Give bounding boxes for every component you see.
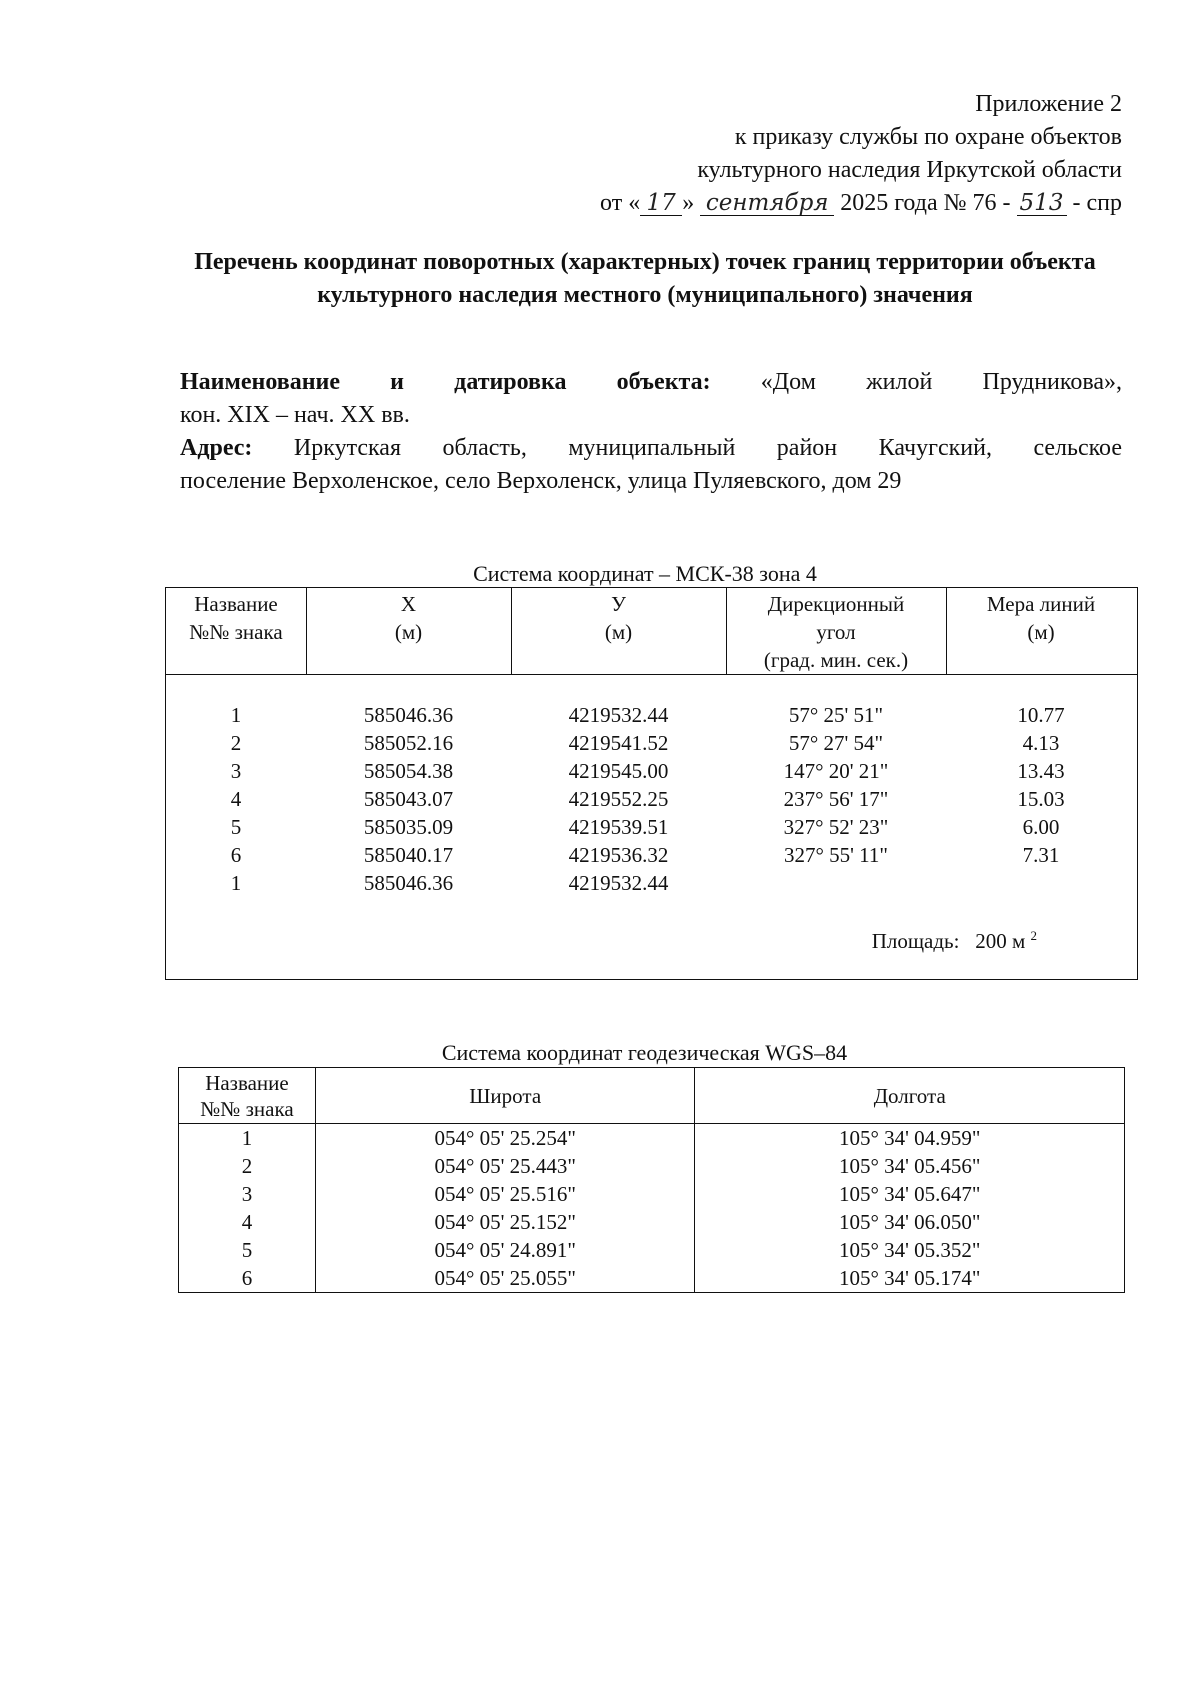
header-text: Название — [205, 1070, 289, 1095]
handwritten-order-number: 513 — [1017, 191, 1067, 216]
point-number: 2 — [230, 731, 242, 755]
x-value: 585043.07 — [363, 787, 454, 811]
y-value: 4219545.00 — [568, 759, 669, 783]
appendix-header — [600, 88, 1122, 220]
date-quote-close: » — [682, 190, 695, 216]
header-latitude: Широта — [315, 1068, 695, 1124]
wgs-coordinates-table — [178, 1067, 1125, 1293]
angle-value: 57° 25' 51" — [788, 703, 884, 727]
header-text: Х — [400, 592, 417, 616]
msk-table-body — [166, 701, 1137, 897]
table-row — [166, 729, 1137, 757]
handwritten-month: сентября — [700, 191, 834, 216]
longitude-value: 105° 34' 06.050" — [695, 1208, 1125, 1236]
x-value: 585052.16 — [363, 731, 454, 755]
msk-caption: Система координат – МСК-38 зона 4 — [473, 561, 817, 586]
table-row — [179, 1124, 1125, 1153]
address-value: Иркутская область, муниципальный район Качугский, сельское — [293, 435, 1122, 461]
order-year: 2025 года № 76 - — [840, 190, 1011, 216]
angle-value: 327° 52' 23" — [783, 815, 889, 839]
point-number: 1 — [230, 703, 242, 727]
table-row — [179, 1208, 1125, 1236]
appendix-line-3: культурного наследия Иркутской области — [697, 157, 1122, 183]
msk-coordinates-table — [165, 587, 1138, 980]
y-value: 4219552.25 — [568, 787, 669, 811]
handwritten-day: 17 — [640, 191, 682, 216]
date-prefix: от « — [600, 190, 641, 216]
address-label: Адрес: — [180, 435, 253, 461]
appendix-line-2: к приказу службы по охране объектов — [734, 124, 1122, 150]
point-number: 3 — [230, 759, 242, 783]
header-point-name — [179, 1068, 316, 1124]
x-value: 585046.36 — [363, 871, 454, 895]
angle-value: 237° 56' 17" — [783, 787, 889, 811]
table-row — [179, 1264, 1125, 1293]
appendix-line-1: Приложение 2 — [975, 91, 1122, 117]
header-angle — [726, 588, 946, 674]
table-row — [166, 869, 1137, 897]
x-value: 585054.38 — [363, 759, 454, 783]
order-date-line — [600, 187, 1122, 220]
point-number: 1 — [230, 871, 242, 895]
length-value: 4.13 — [1022, 731, 1060, 755]
header-longitude: Долгота — [695, 1068, 1125, 1124]
point-number: 6 — [179, 1264, 316, 1293]
area-value: 200 м — [975, 929, 1026, 953]
table-row — [179, 1152, 1125, 1180]
point-number: 6 — [230, 843, 242, 867]
latitude-value: 054° 05' 25.443" — [315, 1152, 695, 1180]
x-value: 585040.17 — [363, 843, 454, 867]
header-text: (м) — [1027, 620, 1055, 644]
point-number: 3 — [179, 1180, 316, 1208]
object-name-line — [180, 366, 1122, 399]
table-row — [166, 757, 1137, 785]
table-row — [179, 1180, 1125, 1208]
angle-value: 57° 27' 54" — [788, 731, 884, 755]
latitude-value: 054° 05' 25.254" — [315, 1124, 695, 1153]
area-unit-superscript: 2 — [1030, 928, 1037, 943]
length-value: 6.00 — [1022, 815, 1060, 839]
longitude-value: 105° 34' 05.647" — [695, 1180, 1125, 1208]
table-row — [179, 1236, 1125, 1264]
y-value: 4219532.44 — [568, 871, 669, 895]
point-number: 1 — [179, 1124, 316, 1153]
header-text: Мера линий — [986, 592, 1096, 616]
wgs-table-header — [179, 1068, 1125, 1124]
length-value: 10.77 — [1017, 703, 1065, 727]
header-text: (м) — [604, 620, 633, 644]
table-row — [166, 701, 1137, 729]
y-value: 4219536.32 — [568, 843, 669, 867]
latitude-value: 054° 05' 25.152" — [315, 1208, 695, 1236]
y-value: 4219541.52 — [568, 731, 669, 755]
table-row — [166, 841, 1137, 869]
order-suffix: - спр — [1072, 190, 1122, 216]
y-value: 4219532.44 — [568, 703, 669, 727]
header-y — [511, 588, 726, 674]
area-summary — [872, 928, 1037, 954]
latitude-value: 054° 05' 24.891" — [315, 1236, 695, 1264]
length-value: 13.43 — [1017, 759, 1065, 783]
document-title: Перечень координат поворотных (характерных) точек границ территории объекта культурного наследия местного (муниципального) значения — [194, 249, 1096, 308]
object-name-label: Наименование и датировка объекта: — [180, 369, 711, 395]
header-text: (м) — [394, 620, 423, 644]
latitude-value: 054° 05' 25.516" — [315, 1180, 695, 1208]
x-value: 585035.09 — [363, 815, 454, 839]
table-row — [166, 813, 1137, 841]
longitude-value: 105° 34' 05.174" — [695, 1264, 1125, 1293]
angle-value: 327° 55' 11" — [784, 843, 888, 867]
point-number: 2 — [179, 1152, 316, 1180]
wgs-caption: Система координат геодезическая WGS–84 — [441, 1040, 848, 1065]
point-number: 4 — [230, 787, 242, 811]
table-row — [166, 785, 1137, 813]
latitude-value: 054° 05' 25.055" — [315, 1264, 695, 1293]
point-number: 5 — [179, 1236, 316, 1264]
msk-table-header — [166, 588, 1137, 675]
length-value: 7.31 — [1022, 843, 1060, 867]
header-line-length — [946, 588, 1136, 674]
angle-value: 147° 20' 21" — [783, 759, 889, 783]
header-text: Название — [194, 592, 278, 616]
address-line — [180, 432, 1122, 465]
longitude-value: 105° 34' 04.959" — [695, 1124, 1125, 1153]
header-text: У — [611, 592, 626, 616]
header-text: №№ знака — [189, 620, 283, 644]
header-x — [306, 588, 511, 674]
y-value: 4219539.51 — [568, 815, 669, 839]
header-text: №№ знака — [200, 1096, 294, 1121]
object-info — [180, 366, 1122, 498]
x-value: 585046.36 — [363, 703, 454, 727]
address-line-2: поселение Верхоленское, село Верхоленск, улица Пуляевского, дом 29 — [180, 468, 902, 494]
longitude-value: 105° 34' 05.352" — [695, 1236, 1125, 1264]
object-name-value: «Дом жилой Прудникова», — [760, 369, 1123, 395]
header-text: Дирекционный — [767, 592, 905, 616]
object-dating: кон. XIX – нач. XX вв. — [180, 402, 410, 428]
header-text: (град. мин. сек.) — [763, 648, 909, 672]
header-text: угол — [816, 620, 856, 644]
longitude-value: 105° 34' 05.456" — [695, 1152, 1125, 1180]
point-number: 5 — [230, 815, 242, 839]
area-label: Площадь: — [871, 929, 960, 953]
point-number: 4 — [179, 1208, 316, 1236]
header-point-name — [166, 588, 306, 674]
length-value: 15.03 — [1017, 787, 1065, 811]
